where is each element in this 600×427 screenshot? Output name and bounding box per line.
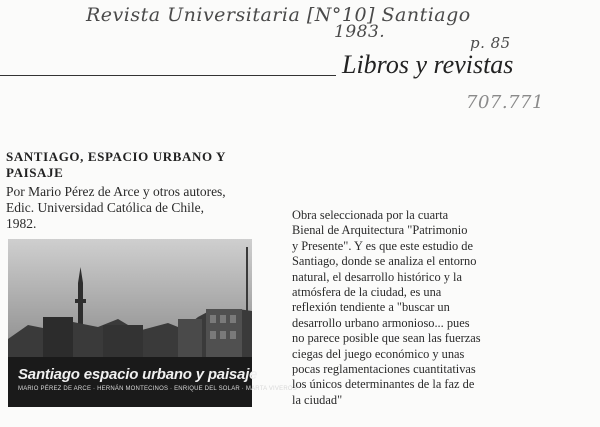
review-line: desarrollo urbano armonioso... pues — [292, 315, 470, 330]
handwritten-catalog-code: 707.771 — [466, 92, 544, 113]
book-metadata — [6, 184, 281, 232]
book-cover-image — [8, 239, 297, 407]
book-meta-line: 1982. — [6, 216, 37, 231]
book-title-line: PAISAJE — [6, 165, 64, 180]
review-line: Bienal de Arquitectura "Patrimonio — [292, 223, 468, 238]
review-line: Obra seleccionada por la cuarta — [292, 208, 449, 222]
review-text — [292, 208, 542, 408]
review-line: los únicos determinantes de la faz de — [292, 377, 475, 392]
book-meta-line: Edic. Universidad Católica de Chile, — [6, 200, 204, 215]
handwritten-citation: Revista Universitaria [N°10] Santiago — [86, 4, 471, 26]
review-line: natural, el desarrollo histórico y la — [292, 269, 462, 284]
section-title: Libros y revistas — [342, 50, 514, 79]
review-line: atmósfera de la ciudad, es una — [292, 285, 442, 300]
book-title — [6, 149, 276, 181]
cover-authors: MARIO PÉREZ DE ARCE · HERNÁN MONTECINOS · ENRIQUE DEL SOLAR · MARTA VIVEROS — [18, 386, 297, 392]
review-line: ciegas del juego económico y unas — [292, 346, 465, 361]
review-line: Santiago, donde se analiza el entorno — [292, 254, 477, 269]
section-rule — [0, 75, 336, 76]
review-line: la ciudad" — [292, 392, 343, 407]
review-line: reflexión tendiente a "buscar un — [292, 300, 450, 315]
review-line: pocas reglamentaciones cuantitativas — [292, 362, 476, 377]
handwritten-page-number: p. 85 — [470, 34, 511, 52]
cover-title: Santiago espacio urbano y paisaje — [18, 366, 258, 383]
handwritten-year: 1983. — [334, 22, 386, 42]
review-line: no parece posible que sean las fuerzas — [292, 331, 481, 346]
review-line: y Presente". Y es que este estudio de — [292, 238, 474, 253]
book-meta-line: Por Mario Pérez de Arce y otros autores, — [6, 184, 226, 199]
book-title-line: SANTIAGO, ESPACIO URBANO Y — [6, 149, 227, 164]
